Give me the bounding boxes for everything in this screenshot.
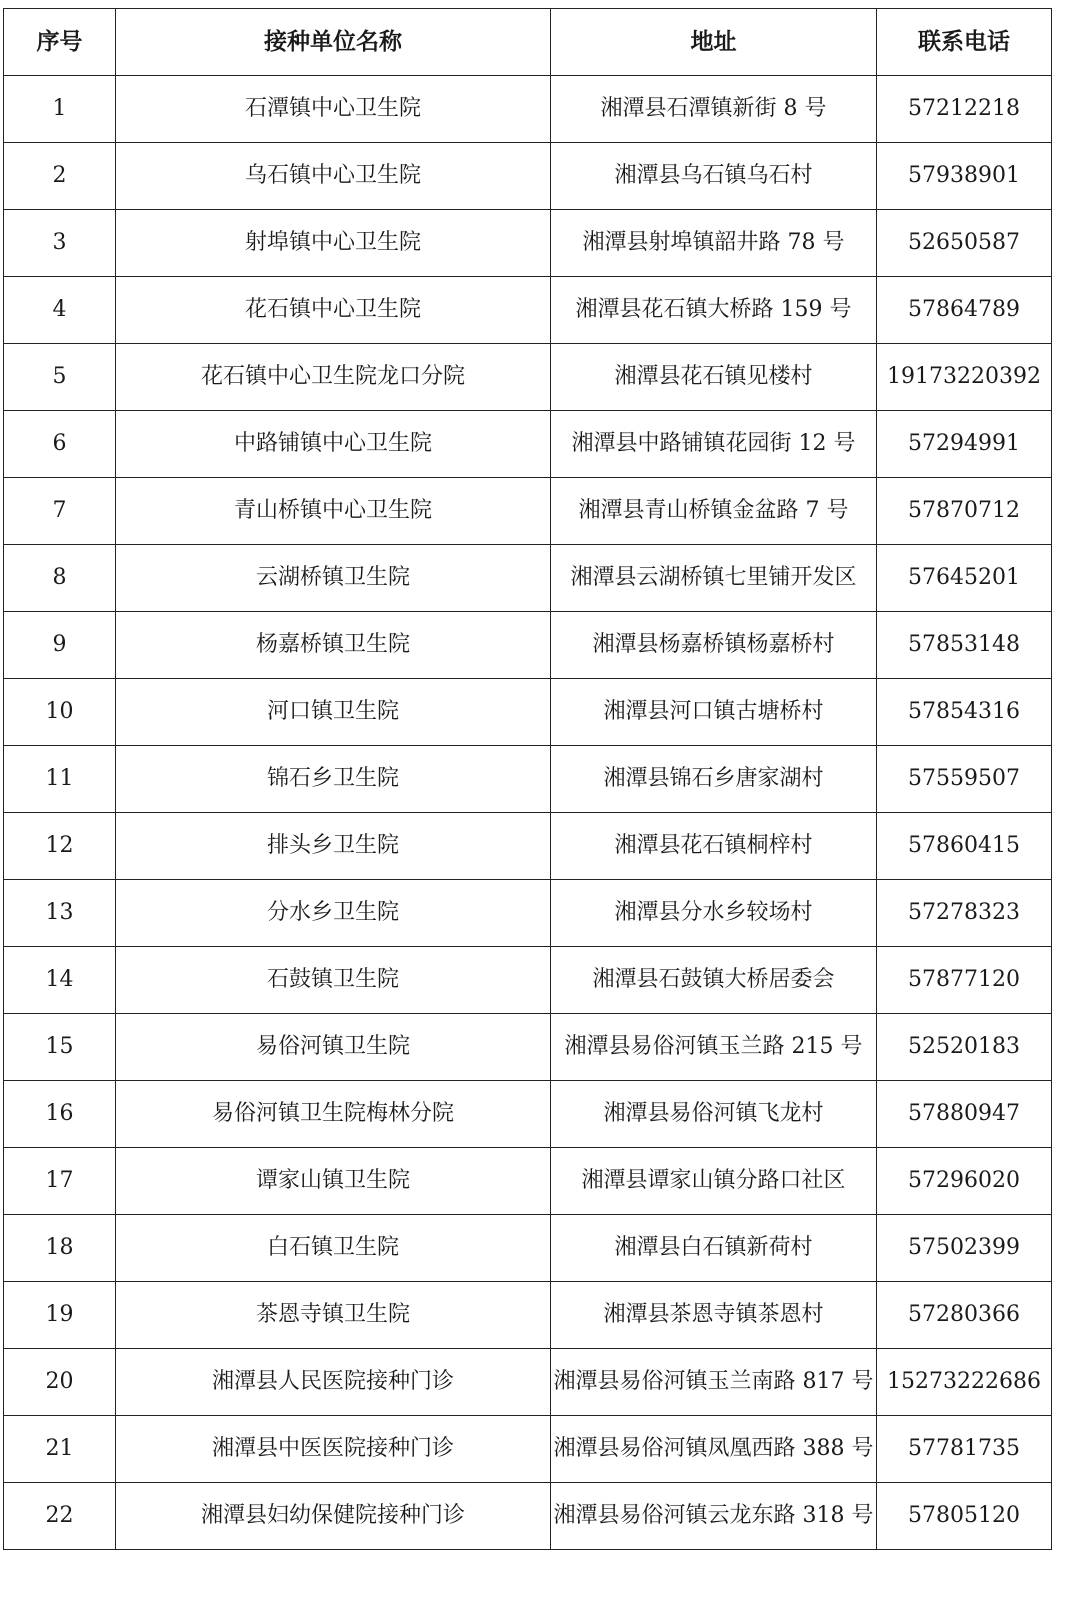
header-row	[4, 9, 1052, 76]
cell-address: 湘潭县白石镇新荷村	[551, 1215, 877, 1282]
cell-no: 1	[4, 76, 116, 143]
cell-name: 茶恩寺镇卫生院	[116, 1282, 551, 1349]
cell-no: 12	[4, 813, 116, 880]
cell-name: 花石镇中心卫生院	[116, 277, 551, 344]
table-row	[4, 1416, 1052, 1483]
table-body	[4, 76, 1052, 1550]
cell-address: 湘潭县茶恩寺镇茶恩村	[551, 1282, 877, 1349]
cell-phone: 15273222686	[877, 1349, 1052, 1416]
table-row	[4, 1282, 1052, 1349]
table-row	[4, 1215, 1052, 1282]
cell-name: 锦石乡卫生院	[116, 746, 551, 813]
cell-phone: 57864789	[877, 277, 1052, 344]
table-row	[4, 411, 1052, 478]
table-row	[4, 746, 1052, 813]
header-name: 接种单位名称	[116, 9, 551, 76]
cell-no: 4	[4, 277, 116, 344]
header-phone: 联系电话	[877, 9, 1052, 76]
cell-phone: 57880947	[877, 1081, 1052, 1148]
cell-phone: 57278323	[877, 880, 1052, 947]
cell-phone: 57296020	[877, 1148, 1052, 1215]
cell-phone: 57280366	[877, 1282, 1052, 1349]
cell-name: 中路铺镇中心卫生院	[116, 411, 551, 478]
cell-address: 湘潭县青山桥镇金盆路 7 号	[551, 478, 877, 545]
cell-address: 湘潭县易俗河镇玉兰南路 817 号	[551, 1349, 877, 1416]
cell-name: 谭家山镇卫生院	[116, 1148, 551, 1215]
cell-no: 6	[4, 411, 116, 478]
cell-name: 湘潭县中医医院接种门诊	[116, 1416, 551, 1483]
cell-no: 17	[4, 1148, 116, 1215]
cell-address: 湘潭县云湖桥镇七里铺开发区	[551, 545, 877, 612]
cell-phone: 57645201	[877, 545, 1052, 612]
table-row	[4, 612, 1052, 679]
cell-name: 分水乡卫生院	[116, 880, 551, 947]
table-row	[4, 1349, 1052, 1416]
cell-address: 湘潭县乌石镇乌石村	[551, 143, 877, 210]
cell-address: 湘潭县河口镇古塘桥村	[551, 679, 877, 746]
cell-no: 9	[4, 612, 116, 679]
cell-name: 白石镇卫生院	[116, 1215, 551, 1282]
cell-phone: 57853148	[877, 612, 1052, 679]
cell-phone: 57860415	[877, 813, 1052, 880]
cell-address: 湘潭县易俗河镇凤凰西路 388 号	[551, 1416, 877, 1483]
table-row	[4, 813, 1052, 880]
cell-name: 易俗河镇卫生院梅林分院	[116, 1081, 551, 1148]
header-no: 序号	[4, 9, 116, 76]
cell-address: 湘潭县花石镇见楼村	[551, 344, 877, 411]
cell-address: 湘潭县谭家山镇分路口社区	[551, 1148, 877, 1215]
cell-address: 湘潭县射埠镇韶井路 78 号	[551, 210, 877, 277]
cell-phone: 57870712	[877, 478, 1052, 545]
cell-no: 13	[4, 880, 116, 947]
cell-no: 11	[4, 746, 116, 813]
cell-address: 湘潭县易俗河镇云龙东路 318 号	[551, 1483, 877, 1550]
cell-no: 2	[4, 143, 116, 210]
cell-name: 湘潭县妇幼保健院接种门诊	[116, 1483, 551, 1550]
cell-name: 青山桥镇中心卫生院	[116, 478, 551, 545]
table-row	[4, 210, 1052, 277]
cell-phone: 57877120	[877, 947, 1052, 1014]
table-row	[4, 1014, 1052, 1081]
table-row	[4, 344, 1052, 411]
cell-phone: 52520183	[877, 1014, 1052, 1081]
cell-no: 14	[4, 947, 116, 1014]
cell-address: 湘潭县中路铺镇花园街 12 号	[551, 411, 877, 478]
cell-no: 16	[4, 1081, 116, 1148]
cell-no: 10	[4, 679, 116, 746]
table-row	[4, 478, 1052, 545]
cell-no: 20	[4, 1349, 116, 1416]
cell-no: 5	[4, 344, 116, 411]
cell-no: 3	[4, 210, 116, 277]
cell-address: 湘潭县易俗河镇玉兰路 215 号	[551, 1014, 877, 1081]
table-row	[4, 880, 1052, 947]
cell-name: 排头乡卫生院	[116, 813, 551, 880]
cell-name: 花石镇中心卫生院龙口分院	[116, 344, 551, 411]
cell-phone: 57854316	[877, 679, 1052, 746]
table-row	[4, 1483, 1052, 1550]
cell-address: 湘潭县石鼓镇大桥居委会	[551, 947, 877, 1014]
cell-name: 石鼓镇卫生院	[116, 947, 551, 1014]
cell-address: 湘潭县花石镇桐梓村	[551, 813, 877, 880]
cell-name: 乌石镇中心卫生院	[116, 143, 551, 210]
cell-phone: 57559507	[877, 746, 1052, 813]
cell-address: 湘潭县锦石乡唐家湖村	[551, 746, 877, 813]
cell-name: 河口镇卫生院	[116, 679, 551, 746]
cell-address: 湘潭县石潭镇新街 8 号	[551, 76, 877, 143]
cell-name: 杨嘉桥镇卫生院	[116, 612, 551, 679]
cell-no: 8	[4, 545, 116, 612]
cell-name: 湘潭县人民医院接种门诊	[116, 1349, 551, 1416]
cell-phone: 19173220392	[877, 344, 1052, 411]
cell-no: 22	[4, 1483, 116, 1550]
table-row	[4, 679, 1052, 746]
cell-address: 湘潭县花石镇大桥路 159 号	[551, 277, 877, 344]
table-row	[4, 76, 1052, 143]
cell-no: 18	[4, 1215, 116, 1282]
table-row	[4, 545, 1052, 612]
cell-name: 石潭镇中心卫生院	[116, 76, 551, 143]
cell-no: 15	[4, 1014, 116, 1081]
cell-phone: 57294991	[877, 411, 1052, 478]
cell-name: 射埠镇中心卫生院	[116, 210, 551, 277]
table-row	[4, 1081, 1052, 1148]
table-row	[4, 1148, 1052, 1215]
cell-address: 湘潭县易俗河镇飞龙村	[551, 1081, 877, 1148]
cell-address: 湘潭县分水乡较场村	[551, 880, 877, 947]
header-address: 地址	[551, 9, 877, 76]
table-row	[4, 947, 1052, 1014]
cell-no: 7	[4, 478, 116, 545]
cell-name: 易俗河镇卫生院	[116, 1014, 551, 1081]
cell-no: 19	[4, 1282, 116, 1349]
cell-phone: 57212218	[877, 76, 1052, 143]
cell-phone: 57781735	[877, 1416, 1052, 1483]
table-row	[4, 277, 1052, 344]
cell-address: 湘潭县杨嘉桥镇杨嘉桥村	[551, 612, 877, 679]
cell-phone: 57938901	[877, 143, 1052, 210]
cell-name: 云湖桥镇卫生院	[116, 545, 551, 612]
cell-phone: 57502399	[877, 1215, 1052, 1282]
table-header	[4, 9, 1052, 76]
cell-no: 21	[4, 1416, 116, 1483]
vaccination-sites-table	[3, 8, 1052, 1550]
cell-phone: 57805120	[877, 1483, 1052, 1550]
table-row	[4, 143, 1052, 210]
cell-phone: 52650587	[877, 210, 1052, 277]
